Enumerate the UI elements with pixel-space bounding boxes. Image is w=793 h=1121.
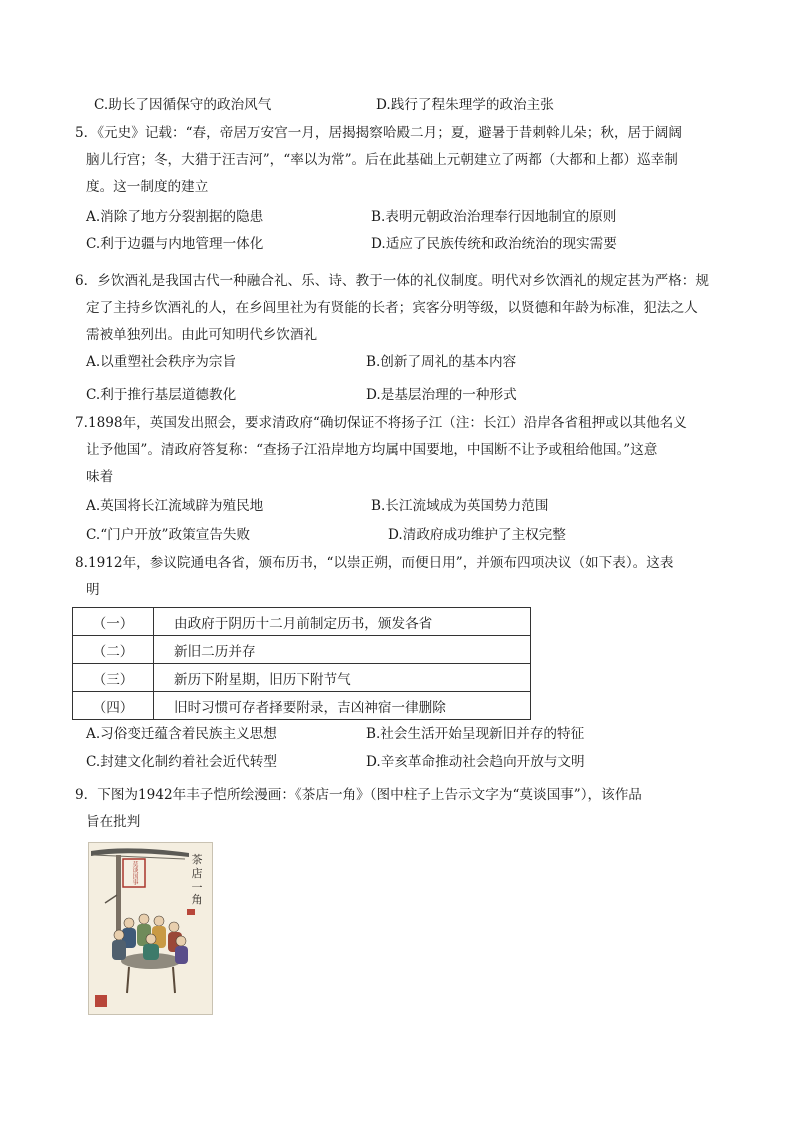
- table-row: [73, 636, 531, 664]
- svg-text:角: 角: [191, 893, 203, 906]
- q9-stem-line1: 9．下图为1942年丰子恺所绘漫画：《茶店一角》（图中柱子上告示文字为“莫谈国事”），该作品: [75, 787, 642, 803]
- table-cell-number: （二）: [73, 636, 154, 664]
- q7-option-d: D.清政府成功维护了主权完整: [388, 527, 566, 543]
- table-cell-text: 旧时习惯可存者择要附录，吉凶神宿一律删除: [154, 692, 531, 720]
- svg-text:一: 一: [191, 881, 203, 894]
- q6-stem-line1: 6．乡饮酒礼是我国古代一种融合礼、乐、诗、教于一体的礼仪制度。明代对乡饮酒礼的规定甚为严格：规: [75, 273, 709, 289]
- q7-stem-line3: 味着: [86, 469, 114, 485]
- q5-option-c: C.利于边疆与内地管理一体化: [86, 236, 264, 252]
- table-cell-number: （四）: [73, 692, 154, 720]
- q6-option-d: D.是基层治理的一种形式: [366, 387, 517, 403]
- q8-option-b: B.社会生活开始呈现新旧并存的特征: [366, 726, 585, 742]
- q8-option-c: C.封建文化制约着社会近代转型: [86, 754, 277, 770]
- table-cell-text: 新旧二历并存: [154, 636, 531, 664]
- q8-option-a: A.习俗变迁蕴含着民族主义思想: [86, 726, 277, 742]
- svg-text:茶: 茶: [191, 853, 203, 866]
- q5-option-d: D.适应了民族传统和政治统治的现实需要: [371, 236, 617, 252]
- table-cell-number: （三）: [73, 664, 154, 692]
- q6-option-b: B.创新了周礼的基本内容: [366, 354, 517, 370]
- table-row: [73, 608, 531, 636]
- q5-stem-line2: 脑儿行宫；冬，大猎于汪吉河”，“率以为常”。后在此基础上元朝建立了两都（大都和上都）巡幸制: [86, 152, 678, 168]
- q4-option-d: D.践行了程朱理学的政治主张: [376, 97, 554, 113]
- svg-text:店: 店: [191, 867, 203, 880]
- q6-stem-line3: 需被单独列出。由此可知明代乡饮酒礼: [86, 327, 318, 343]
- table-cell-text: 由政府于阴历十二月前制定历书，颁发各省: [154, 608, 531, 636]
- q6-option-c: C.利于推行基层道德教化: [86, 387, 237, 403]
- q5-stem-line1: 5．《元史》记载：“春，帝居万安宫一月，居揭揭察哈殿二月；夏，避暑于昔刺斡儿朵；秋，居于阔阔: [75, 125, 682, 141]
- q4-option-c: C.助长了因循保守的政治风气: [94, 97, 272, 113]
- q8-resolution-table: [72, 607, 531, 720]
- q8-stem-line1: 8.1912年，参议院通电各省，颁布历书，“以崇正朔，而便日用”，并颁布四项决议（如下表）。这表: [75, 555, 674, 571]
- table-cell-text: 新历下附星期，旧历下附节气: [154, 664, 531, 692]
- q9-stem-line2: 旨在批判: [86, 814, 141, 830]
- teahouse-cartoon-drawing: [89, 843, 212, 1014]
- q5-stem-line3: 度。这一制度的建立: [86, 179, 209, 195]
- q5-option-a: A.消除了地方分裂割据的隐患: [86, 209, 264, 225]
- q7-option-b: B.长江流域成为英国势力范围: [371, 498, 549, 514]
- q7-option-a: A.英国将长江流域辟为殖民地: [86, 498, 264, 514]
- table-cell-number: （一）: [73, 608, 154, 636]
- notice-board-text: 莫谈国事: [131, 861, 138, 885]
- q8-stem-line2: 明: [86, 582, 100, 598]
- q8-option-d: D.辛亥革命推动社会趋向开放与文明: [366, 754, 585, 770]
- table-row: [73, 692, 531, 720]
- q7-stem-line1: 7.1898年，英国发出照会，要求清政府“确切保证不将扬子江（注：长江）沿岸各省租押或以其他名义: [75, 415, 687, 431]
- q7-stem-line2: 让予他国”。清政府答复称：“查扬子江沿岸地方均属中国要地，中国断不让予或租给他国。”这意: [86, 442, 658, 458]
- q6-option-a: A.以重塑社会秩序为宗旨: [86, 354, 237, 370]
- teahouse-cartoon-image: [88, 842, 213, 1015]
- table-row: [73, 664, 531, 692]
- q7-option-c: C.“门户开放”政策宣告失败: [86, 527, 251, 543]
- q6-stem-line2: 定了主持乡饮酒礼的人，在乡闾里社为有贤能的长者；宾客分明等级，以贤德和年龄为标准，犯法之人: [86, 300, 698, 316]
- q5-option-b: B.表明元朝政治治理奉行因地制宜的原则: [371, 209, 617, 225]
